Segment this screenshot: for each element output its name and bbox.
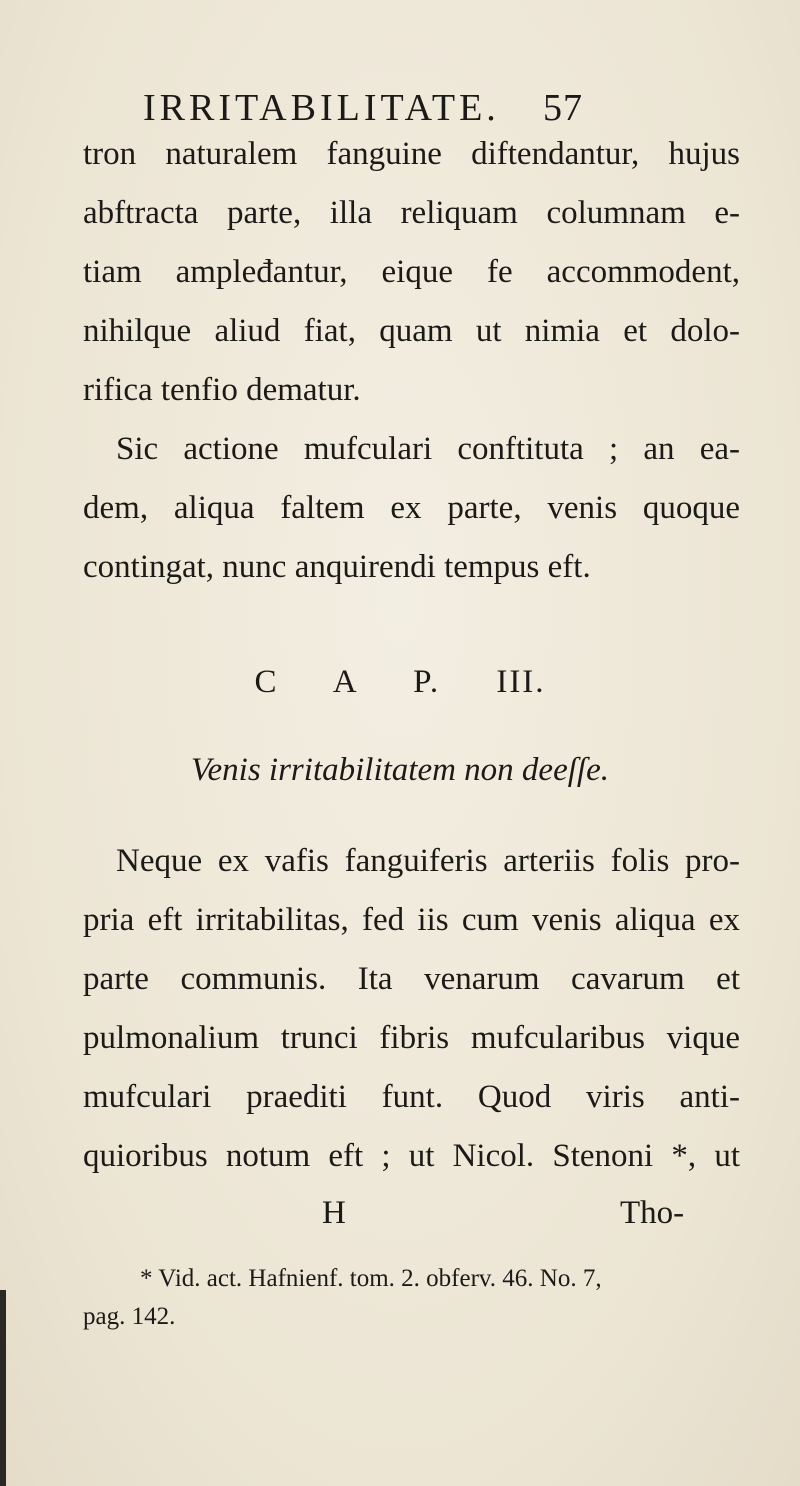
- footnote-line: pag. 142.: [83, 1303, 176, 1330]
- signature-mark: H: [322, 1195, 346, 1231]
- text-line: parte communis. Ita venarum cavarum et: [83, 961, 740, 997]
- text-line: pulmonalium trunci fibris mufcularibus vique: [83, 1020, 740, 1056]
- page-number: 57: [543, 87, 583, 129]
- text-line: quioribus notum eft ; ut Nicol. Stenoni *, ut: [83, 1138, 740, 1174]
- text-line: contingat, nunc anquirendi tempus eft.: [83, 549, 591, 585]
- text-line: rifica tenfio dematur.: [83, 372, 361, 408]
- running-head: [143, 88, 583, 128]
- text-line: tron naturalem fanguine diftendantur, hujus: [83, 136, 740, 172]
- text-line: mufculari praediti funt. Quod viris anti-: [83, 1079, 740, 1115]
- text-line: tiam ampleđantur, eique fe accommodent,: [83, 254, 740, 290]
- chapter-heading: C A P. III.: [254, 664, 546, 700]
- text-line: abftracta parte, illa reliquam columnam e-: [83, 195, 740, 231]
- chapter-subtitle: Venis irritabilitatem non deeſſe.: [191, 752, 609, 788]
- catchword: Tho-: [620, 1195, 685, 1231]
- text-line: pria eft irritabilitas, fed iis cum venis aliqua ex: [83, 902, 740, 938]
- running-head-title: IRRITABILITATE.: [143, 87, 500, 129]
- text-line: Neque ex vafis fanguiferis arteriis folis pro-: [116, 843, 740, 879]
- text-line: nihilque aliud fiat, quam ut nimia et dolo-: [83, 313, 740, 349]
- text-line: dem, aliqua faltem ex parte, venis quoque: [83, 490, 740, 526]
- page-edge-shadow: [0, 1290, 6, 1486]
- text-line: Sic actione mufculari conftituta ; an ea-: [116, 431, 740, 467]
- footnote-line: * Vid. act. Hafnienf. tom. 2. obferv. 46. No. 7,: [140, 1265, 602, 1292]
